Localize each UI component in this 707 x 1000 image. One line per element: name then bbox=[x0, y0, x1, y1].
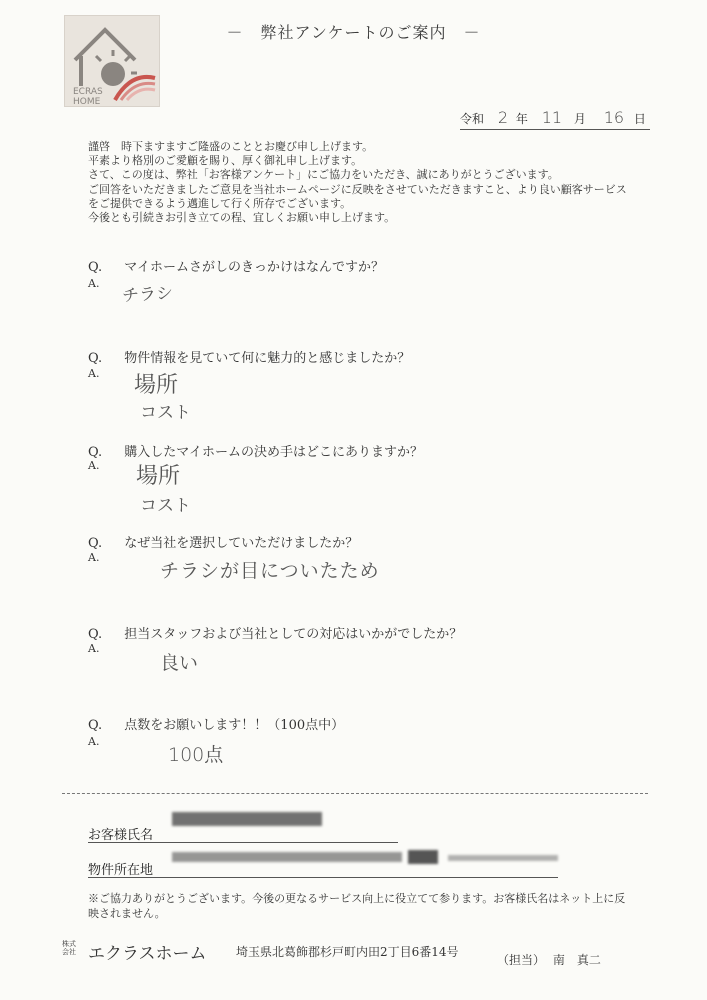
answer-3-line-1: 場所 bbox=[136, 464, 181, 489]
date-year-unit: 年 bbox=[515, 112, 528, 126]
customer-name-line bbox=[88, 842, 398, 843]
staff-role: （担当） bbox=[497, 953, 546, 967]
note-line: ※ご協力ありがとうございます。今後の更なるサービス向上に役立てて参ります。お客様氏名はネット上に反 bbox=[88, 892, 626, 905]
question-4 bbox=[88, 532, 358, 551]
q-prefix: Q. bbox=[88, 718, 103, 733]
date-year: 2 bbox=[497, 108, 509, 127]
date-era: 令和 bbox=[460, 112, 485, 126]
q-prefix: Q. bbox=[88, 351, 103, 366]
answer-5: 良い bbox=[160, 652, 199, 674]
intro-line: 謹啓 時下ますますご隆盛のこととお慶び申し上げます。 bbox=[88, 140, 374, 153]
question-text: マイホームさがしのきっかけはなんですか？ bbox=[124, 260, 385, 275]
q-prefix: Q. bbox=[88, 536, 103, 551]
intro-line: ご回答をいただきましたご意見を当社ホームページに反映をさせていただきますこと、より良い顧客サービス bbox=[88, 182, 627, 196]
question-5 bbox=[88, 623, 462, 642]
intro-line: さて、この度は、弊社「お客様アンケート」にご協力をいただき、誠にありがとうございます。 bbox=[88, 168, 559, 182]
answer-1: チラシ bbox=[121, 283, 174, 307]
intro-text bbox=[88, 140, 648, 225]
answer-2-line-2: コスト bbox=[140, 403, 191, 423]
a-prefix: A. bbox=[88, 367, 100, 380]
a-prefix: A. bbox=[88, 642, 100, 655]
redacted-address-tail bbox=[448, 855, 558, 861]
question-2 bbox=[88, 347, 410, 366]
q-prefix: Q. bbox=[88, 445, 103, 460]
company-name: エクラスホーム bbox=[88, 944, 207, 964]
property-location-line bbox=[88, 877, 558, 878]
question-3 bbox=[88, 441, 423, 460]
staff-name: 南 真二 bbox=[552, 953, 601, 967]
question-text: 担当スタッフおよび当社としての対応はいかがでしたか？ bbox=[124, 627, 463, 642]
a-prefix: A. bbox=[88, 551, 100, 564]
q-prefix: Q. bbox=[88, 260, 103, 275]
q-prefix: Q. bbox=[88, 627, 103, 642]
date-day-unit: 日 bbox=[633, 112, 646, 126]
customer-name-label: お客様氏名 bbox=[88, 828, 154, 843]
question-text: 物件情報を見ていて何に魅力的と感じましたか？ bbox=[124, 351, 411, 366]
a-prefix: A. bbox=[88, 459, 100, 472]
answer-2-line-1: 場所 bbox=[134, 373, 179, 398]
question-6 bbox=[88, 714, 344, 733]
question-1 bbox=[88, 256, 384, 275]
a-prefix: A. bbox=[88, 277, 100, 290]
company-address: 埼玉県北葛飾郡杉戸町内田2丁目6番14号 bbox=[236, 945, 459, 959]
answer-3-line-2: コスト bbox=[140, 496, 191, 516]
answer-6: 100点 bbox=[168, 744, 224, 766]
logo-text-2: HOME bbox=[73, 97, 101, 107]
staff-person bbox=[497, 951, 601, 968]
date-day: 16 bbox=[603, 108, 625, 127]
question-text: 点数をお願いします！！（100点中） bbox=[124, 718, 345, 733]
redacted-address bbox=[172, 852, 402, 862]
redacted-address-block bbox=[408, 850, 438, 864]
date-month-unit: 月 bbox=[573, 112, 586, 126]
question-text: 購入したマイホームの決め手はどこにありますか？ bbox=[124, 445, 424, 460]
intro-line: 平素より格別のご愛顧を賜り、厚く御礼申し上げます。 bbox=[88, 154, 363, 168]
intro-line: 今後とも引続きお引き立ての程、宜しくお願い申し上げます。 bbox=[88, 211, 396, 225]
date-line bbox=[460, 108, 650, 130]
answer-4: チラシが目についたため bbox=[160, 560, 380, 582]
note-line: 映されません。 bbox=[88, 907, 166, 920]
property-location-label: 物件所在地 bbox=[88, 863, 154, 878]
page-title: － 弊社アンケートのご案内 － bbox=[226, 23, 481, 42]
intro-line: をご提供できるよう邁進して行く所存でございます。 bbox=[88, 196, 352, 210]
date-month: 11 bbox=[541, 108, 563, 127]
kabushiki-label: 株式会社 bbox=[62, 940, 76, 956]
question-text: なぜ当社を選択していただけましたか？ bbox=[124, 536, 359, 551]
dashed-divider bbox=[62, 793, 648, 794]
a-prefix: A. bbox=[88, 735, 100, 748]
logo-text-1: ECRAS bbox=[73, 87, 103, 97]
note-text bbox=[88, 891, 648, 921]
redacted-name bbox=[172, 812, 322, 826]
